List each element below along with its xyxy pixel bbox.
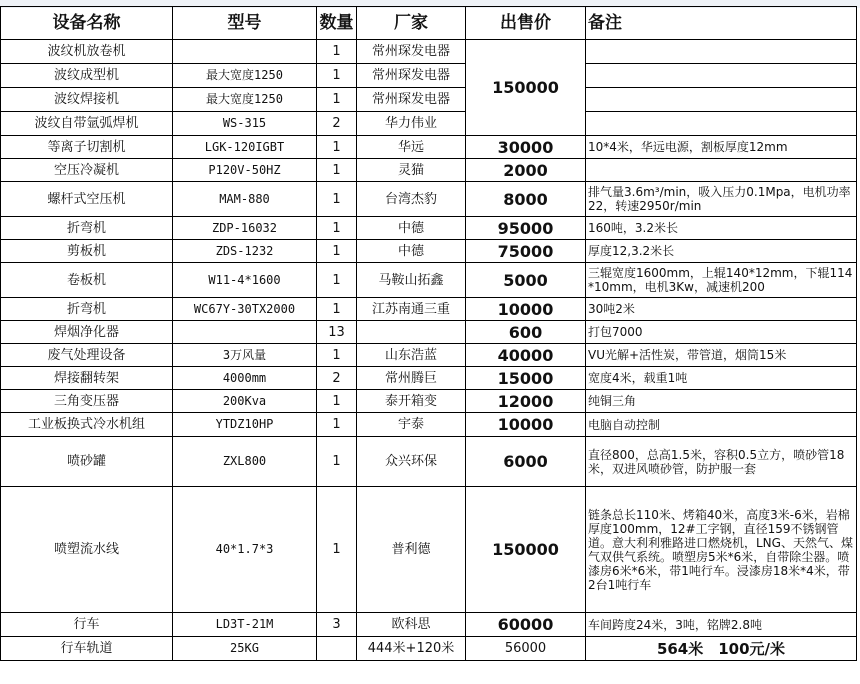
- cell-model[interactable]: [173, 321, 317, 344]
- cell-model[interactable]: LD3T-21M: [173, 613, 317, 637]
- cell-name[interactable]: 波纹自带氩弧焊机: [1, 112, 173, 136]
- cell-name[interactable]: 折弯机: [1, 298, 173, 321]
- cell-model[interactable]: 200Kva: [173, 390, 317, 413]
- cell-name[interactable]: 喷砂罐: [1, 437, 173, 487]
- cell-model[interactable]: MAM-880: [173, 182, 317, 217]
- cell-qty[interactable]: 1: [317, 240, 357, 263]
- cell-price[interactable]: 600: [466, 321, 586, 344]
- header-row: [1, 7, 857, 40]
- table-row: [1, 64, 857, 88]
- table-row: [1, 613, 857, 637]
- cell-model[interactable]: ZDP-16032: [173, 217, 317, 240]
- table-row: [1, 263, 857, 298]
- cell-qty[interactable]: 1: [317, 217, 357, 240]
- cell-note[interactable]: 排气量3.6m³/min，吸入压力0.1Mpa，电机功率22，转速2950r/min: [586, 182, 857, 217]
- cell-note[interactable]: [586, 112, 857, 136]
- cell-model[interactable]: [173, 40, 317, 64]
- cell-model[interactable]: P120V-50HZ: [173, 159, 317, 182]
- cell-note[interactable]: [586, 159, 857, 182]
- header-model[interactable]: 型号: [173, 7, 317, 40]
- cell-qty[interactable]: 3: [317, 613, 357, 637]
- cell-name[interactable]: 空压冷凝机: [1, 159, 173, 182]
- equipment-table: [0, 6, 857, 661]
- table-row: [1, 136, 857, 159]
- cell-qty[interactable]: 1: [317, 40, 357, 64]
- cell-maker[interactable]: 欧科思: [357, 613, 466, 637]
- cell-name[interactable]: 工业板换式冷水机组: [1, 413, 173, 437]
- table-row: [1, 112, 857, 136]
- cell-maker[interactable]: 马鞍山拓鑫: [357, 263, 466, 298]
- cell-maker[interactable]: 泰开箱变: [357, 390, 466, 413]
- table-row: [1, 413, 857, 437]
- cell-maker[interactable]: 中德: [357, 217, 466, 240]
- cell-name[interactable]: 行车轨道: [1, 637, 173, 661]
- cell-model[interactable]: ZXL800: [173, 437, 317, 487]
- table-row: [1, 637, 857, 661]
- cell-note[interactable]: 电脑自动控制: [586, 413, 857, 437]
- cell-price[interactable]: 56000: [466, 637, 586, 661]
- cell-name[interactable]: 等离子切割机: [1, 136, 173, 159]
- cell-maker[interactable]: 中德: [357, 240, 466, 263]
- cell-price[interactable]: 30000: [466, 136, 586, 159]
- table-row: [1, 182, 857, 217]
- cell-price[interactable]: 15000: [466, 367, 586, 390]
- cell-note[interactable]: 纯铜三角: [586, 390, 857, 413]
- cell-note[interactable]: [586, 40, 857, 64]
- cell-qty[interactable]: 1: [317, 487, 357, 613]
- cell-model[interactable]: 最大宽度1250: [173, 88, 317, 112]
- cell-price[interactable]: 6000: [466, 437, 586, 487]
- cell-name[interactable]: 剪板机: [1, 240, 173, 263]
- cell-model[interactable]: ZDS-1232: [173, 240, 317, 263]
- cell-note[interactable]: 10*4米，华远电源，割板厚度12mm: [586, 136, 857, 159]
- cell-note[interactable]: 车间跨度24米，3吨，铭牌2.8吨: [586, 613, 857, 637]
- cell-note[interactable]: [586, 88, 857, 112]
- cell-maker[interactable]: 灵猫: [357, 159, 466, 182]
- cell-qty[interactable]: 1: [317, 263, 357, 298]
- cell-qty[interactable]: 1: [317, 64, 357, 88]
- cell-price[interactable]: 60000: [466, 613, 586, 637]
- cell-maker[interactable]: 宇泰: [357, 413, 466, 437]
- cell-maker[interactable]: 常州琛发电器: [357, 40, 466, 64]
- cell-note[interactable]: 三辊宽度1600mm，上辊140*12mm，下辊114*10mm，电机3Kw，减速机200: [586, 263, 857, 298]
- cell-qty[interactable]: 1: [317, 88, 357, 112]
- cell-maker[interactable]: 普利德: [357, 487, 466, 613]
- cell-note[interactable]: VU光解+活性炭，带管道，烟筒15米: [586, 344, 857, 367]
- cell-note[interactable]: 160吨，3.2米长: [586, 217, 857, 240]
- table-row: [1, 88, 857, 112]
- table-row: [1, 240, 857, 263]
- cell-price[interactable]: 150000: [466, 487, 586, 613]
- cell-name[interactable]: 三角变压器: [1, 390, 173, 413]
- cell-qty[interactable]: 1: [317, 437, 357, 487]
- cell-maker[interactable]: 台湾杰豹: [357, 182, 466, 217]
- cell-maker[interactable]: 常州琛发电器: [357, 64, 466, 88]
- cell-name[interactable]: 波纹机放卷机: [1, 40, 173, 64]
- cell-name[interactable]: 波纹焊接机: [1, 88, 173, 112]
- cell-model[interactable]: 25KG: [173, 637, 317, 661]
- cell-name[interactable]: 折弯机: [1, 217, 173, 240]
- cell-price[interactable]: 8000: [466, 182, 586, 217]
- cell-note[interactable]: 30吨2米: [586, 298, 857, 321]
- table-row: [1, 344, 857, 367]
- cell-model[interactable]: 最大宽度1250: [173, 64, 317, 88]
- cell-qty[interactable]: [317, 637, 357, 661]
- header-qty[interactable]: 数量: [317, 7, 357, 40]
- cell-price[interactable]: 75000: [466, 240, 586, 263]
- cell-model[interactable]: 40*1.7*3: [173, 487, 317, 613]
- cell-qty[interactable]: 2: [317, 112, 357, 136]
- table-row: [1, 298, 857, 321]
- cell-qty[interactable]: 1: [317, 344, 357, 367]
- cell-name[interactable]: 喷塑流水线: [1, 487, 173, 613]
- cell-price[interactable]: 40000: [466, 344, 586, 367]
- table-row: [1, 217, 857, 240]
- cell-name[interactable]: 行车: [1, 613, 173, 637]
- cell-qty[interactable]: 1: [317, 298, 357, 321]
- cell-name[interactable]: 焊接翻转架: [1, 367, 173, 390]
- cell-name[interactable]: 废气处理设备: [1, 344, 173, 367]
- header-name[interactable]: 设备名称: [1, 7, 173, 40]
- cell-maker[interactable]: 444米+120米: [357, 637, 466, 661]
- cell-qty[interactable]: 1: [317, 182, 357, 217]
- table-row: [1, 367, 857, 390]
- cell-note[interactable]: 打包7000: [586, 321, 857, 344]
- cell-name[interactable]: 焊烟净化器: [1, 321, 173, 344]
- cell-qty[interactable]: 2: [317, 367, 357, 390]
- table-row: [1, 321, 857, 344]
- cell-qty[interactable]: 1: [317, 413, 357, 437]
- cell-qty[interactable]: 1: [317, 390, 357, 413]
- cell-maker[interactable]: 常州腾巨: [357, 367, 466, 390]
- cell-maker[interactable]: 众兴环保: [357, 437, 466, 487]
- cell-model[interactable]: LGK-120IGBT: [173, 136, 317, 159]
- cell-maker[interactable]: 华力伟业: [357, 112, 466, 136]
- cell-note[interactable]: 厚度12,3.2米长: [586, 240, 857, 263]
- cell-note[interactable]: 564米 100元/米: [586, 637, 857, 661]
- table-row: [1, 437, 857, 487]
- cell-maker[interactable]: 华远: [357, 136, 466, 159]
- cell-note[interactable]: [586, 64, 857, 88]
- table-row: [1, 487, 857, 613]
- cell-model[interactable]: 4000mm: [173, 367, 317, 390]
- cell-price[interactable]: 10000: [466, 298, 586, 321]
- table-row: [1, 40, 857, 64]
- cell-model[interactable]: WS-315: [173, 112, 317, 136]
- cell-name[interactable]: 卷板机: [1, 263, 173, 298]
- cell-maker[interactable]: 常州琛发电器: [357, 88, 466, 112]
- cell-qty[interactable]: 1: [317, 159, 357, 182]
- cell-qty[interactable]: 13: [317, 321, 357, 344]
- cell-note[interactable]: 链条总长110米、烤箱40米，高度3米-6米，岩棉厚度100mm，12#工字钢，直径159不锈钢管道。意大利利雅路进口燃烧机，LNG、天然气、煤气双供气系统。喷塑房5米*6米，自带除尘器。喷漆房6米*6米，带1吨行车。浸漆房18米*4米，带2台1吨行车: [586, 487, 857, 613]
- cell-price[interactable]: 2000: [466, 159, 586, 182]
- cell-price[interactable]: 5000: [466, 263, 586, 298]
- table-row: [1, 159, 857, 182]
- cell-model[interactable]: 3万风量: [173, 344, 317, 367]
- header-note[interactable]: 备注: [586, 7, 857, 40]
- cell-name[interactable]: 螺杆式空压机: [1, 182, 173, 217]
- header-maker[interactable]: 厂家: [357, 7, 466, 40]
- cell-price[interactable]: 95000: [466, 217, 586, 240]
- cell-note[interactable]: 直径800，总高1.5米，容积0.5立方，喷砂管18米，双进风喷砂管，防护服一套: [586, 437, 857, 487]
- cell-model[interactable]: WC67Y-30TX2000: [173, 298, 317, 321]
- table-row: [1, 390, 857, 413]
- cell-maker[interactable]: [357, 321, 466, 344]
- cell-maker[interactable]: 山东浩蓝: [357, 344, 466, 367]
- cell-model[interactable]: W11-4*1600: [173, 263, 317, 298]
- cell-note[interactable]: 宽度4米，载重1吨: [586, 367, 857, 390]
- cell-model[interactable]: YTDZ10HP: [173, 413, 317, 437]
- cell-price[interactable]: 10000: [466, 413, 586, 437]
- header-price[interactable]: 出售价: [466, 7, 586, 40]
- cell-group-price[interactable]: 150000: [466, 40, 586, 136]
- cell-maker[interactable]: 江苏南通三重: [357, 298, 466, 321]
- cell-name[interactable]: 波纹成型机: [1, 64, 173, 88]
- cell-price[interactable]: 12000: [466, 390, 586, 413]
- cell-qty[interactable]: 1: [317, 136, 357, 159]
